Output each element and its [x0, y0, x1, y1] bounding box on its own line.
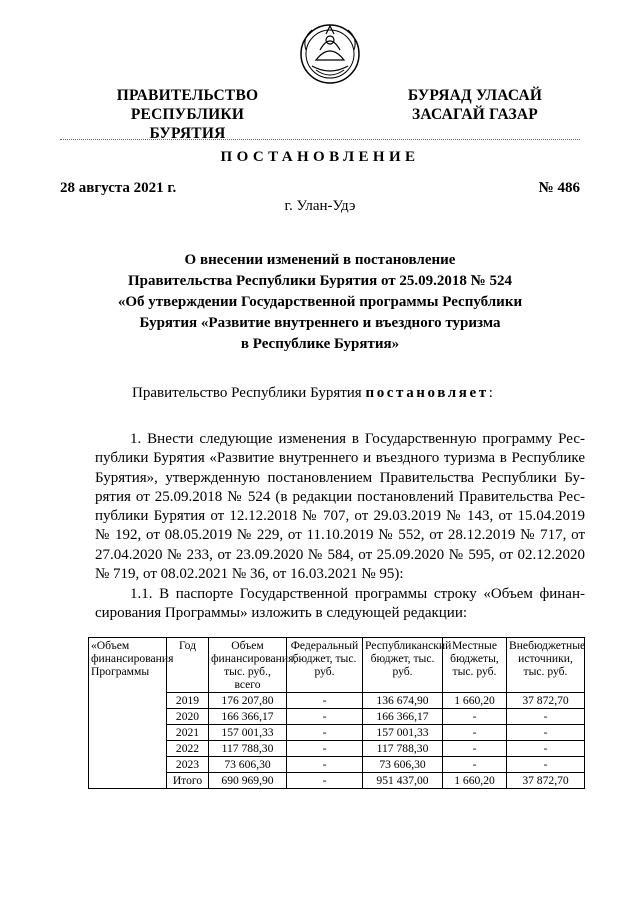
- table-cell: 117 788,30: [209, 741, 287, 757]
- table-cell: 2021: [167, 725, 209, 741]
- paragraph-line: Бурятия», утвержденную постановлением Правительства Республики Бу-: [95, 469, 585, 486]
- paragraph-line: № 719, от 08.02.2021 № 36, от 16.03.2021 № 95):: [95, 566, 404, 583]
- table-cell: -: [507, 757, 585, 773]
- coat-of-arms-emblem: [298, 20, 362, 86]
- table-row: [89, 693, 585, 709]
- table-cell: -: [507, 725, 585, 741]
- paragraph-line: сирования Программы» изложить в следующей редакции:: [95, 605, 468, 622]
- government-name-bua-line1: БУРЯАД УЛАСАЙ: [407, 87, 543, 104]
- financing-table: [88, 637, 585, 789]
- table-cell: 166 366,17: [209, 709, 287, 725]
- paragraph-1: [95, 430, 585, 584]
- decree-prefix: Правительство Республики Бурятия: [132, 385, 366, 401]
- table-cell: 951 437,00: [363, 773, 443, 789]
- government-name-bua: [400, 86, 550, 124]
- table-cell: 37 872,70: [507, 693, 585, 709]
- table-cell: -: [443, 725, 507, 741]
- document-number: № 486: [538, 180, 580, 196]
- table-cell: -: [287, 741, 363, 757]
- table-cell: 73 606,30: [209, 757, 287, 773]
- table-first-cell: «Объем финансирования Программы: [89, 638, 167, 693]
- table-header-row: [89, 638, 585, 693]
- table-cell: 1 660,20: [443, 693, 507, 709]
- table-header-federal: Федеральный бюджет, тыс. руб.: [287, 638, 363, 693]
- table-cell: 2022: [167, 741, 209, 757]
- table-cell: -: [287, 757, 363, 773]
- government-name-bua-line2: ЗАСАГАЙ ГАЗАР: [412, 106, 538, 123]
- document-date: 28 августа 2021 г.: [60, 180, 177, 196]
- paragraph-2: [95, 585, 585, 624]
- table-cell: 136 674,90: [363, 693, 443, 709]
- subject-line: О внесении изменений в постановление: [184, 252, 456, 268]
- table-cell: 176 207,80: [209, 693, 287, 709]
- table-cell: -: [507, 709, 585, 725]
- table-cell: -: [443, 741, 507, 757]
- table-cell: -: [287, 773, 363, 789]
- table-cell: 157 001,33: [363, 725, 443, 741]
- paragraph-line: рятия от 25.09.2018 № 524 (в редакции постановлений Правительства Рес-: [95, 488, 585, 505]
- paragraph-line: 1.1. В паспорте Государственной программы строку «Объем финан-: [130, 586, 585, 602]
- table-cell: 157 001,33: [209, 725, 287, 741]
- table-header-local: Местные бюджеты, тыс. руб.: [443, 638, 507, 693]
- table-cell: 690 969,90: [209, 773, 287, 789]
- subject-line: в Республике Бурятия»: [240, 336, 400, 352]
- paragraph-line: 27.04.2020 № 233, от 23.09.2020 № 584, от 25.09.2020 № 595, от 02.12.2020: [95, 546, 585, 563]
- table-cell: 2023: [167, 757, 209, 773]
- document-city: г. Улан-Удэ: [284, 198, 356, 214]
- paragraph-line: 1. Внести следующие изменения в Государственную программу Рес-: [130, 431, 585, 447]
- table-cell: 37 872,70: [507, 773, 585, 789]
- table-cell: 73 606,30: [363, 757, 443, 773]
- decree-statement: [132, 385, 493, 402]
- table-cell: -: [287, 725, 363, 741]
- table-cell: -: [287, 709, 363, 725]
- table-cell: -: [287, 693, 363, 709]
- table-header-offbudget: Внебюджетные источники, тыс. руб.: [507, 638, 585, 693]
- table-header-year: Год: [167, 638, 209, 693]
- table-cell: -: [507, 741, 585, 757]
- decree-suffix: :: [488, 385, 493, 401]
- subject-line: Правительства Республики Бурятия от 25.09.2018 № 524: [127, 273, 512, 289]
- table-cell: -: [443, 757, 507, 773]
- table-cell: 117 788,30: [363, 741, 443, 757]
- paragraph-line: публики Бурятия «Развитие внутреннего и въездного туризма в Республике: [95, 450, 585, 467]
- table-header-republic: Республиканский бюджет, тыс. руб.: [363, 638, 443, 693]
- table-blank-cell: [89, 693, 167, 789]
- header-divider: [60, 139, 580, 140]
- decree-verb: постановляет: [365, 385, 489, 401]
- document-subject: [80, 250, 560, 355]
- subject-line: Бурятия «Развитие внутреннего и въездного туризма: [139, 315, 501, 331]
- government-name-ru: [95, 86, 280, 143]
- paragraph-line: № 192, от 08.05.2019 № 229, от 11.10.2019 № 552, от 28.12.2019 № 717, от: [95, 527, 585, 544]
- government-name-ru-line2: РЕСПУБЛИКИ БУРЯТИЯ: [130, 106, 245, 142]
- table-cell: 2019: [167, 693, 209, 709]
- paragraph-line: публики Бурятия от 12.12.2018 № 707, от 29.03.2019 № 143, от 15.04.2019: [95, 508, 585, 525]
- table-cell: -: [443, 709, 507, 725]
- table-cell: 2020: [167, 709, 209, 725]
- table-cell: Итого: [167, 773, 209, 789]
- table-header-total: Объем финансирования, тыс. руб., всего: [209, 638, 287, 693]
- table-cell: 166 366,17: [363, 709, 443, 725]
- subject-line: «Об утверждении Государственной программы Республики: [117, 294, 523, 310]
- document-type-title: ПОСТАНОВЛЕНИЕ: [220, 149, 420, 165]
- government-name-ru-line1: ПРАВИТЕЛЬСТВО: [116, 87, 259, 104]
- table-cell: 1 660,20: [443, 773, 507, 789]
